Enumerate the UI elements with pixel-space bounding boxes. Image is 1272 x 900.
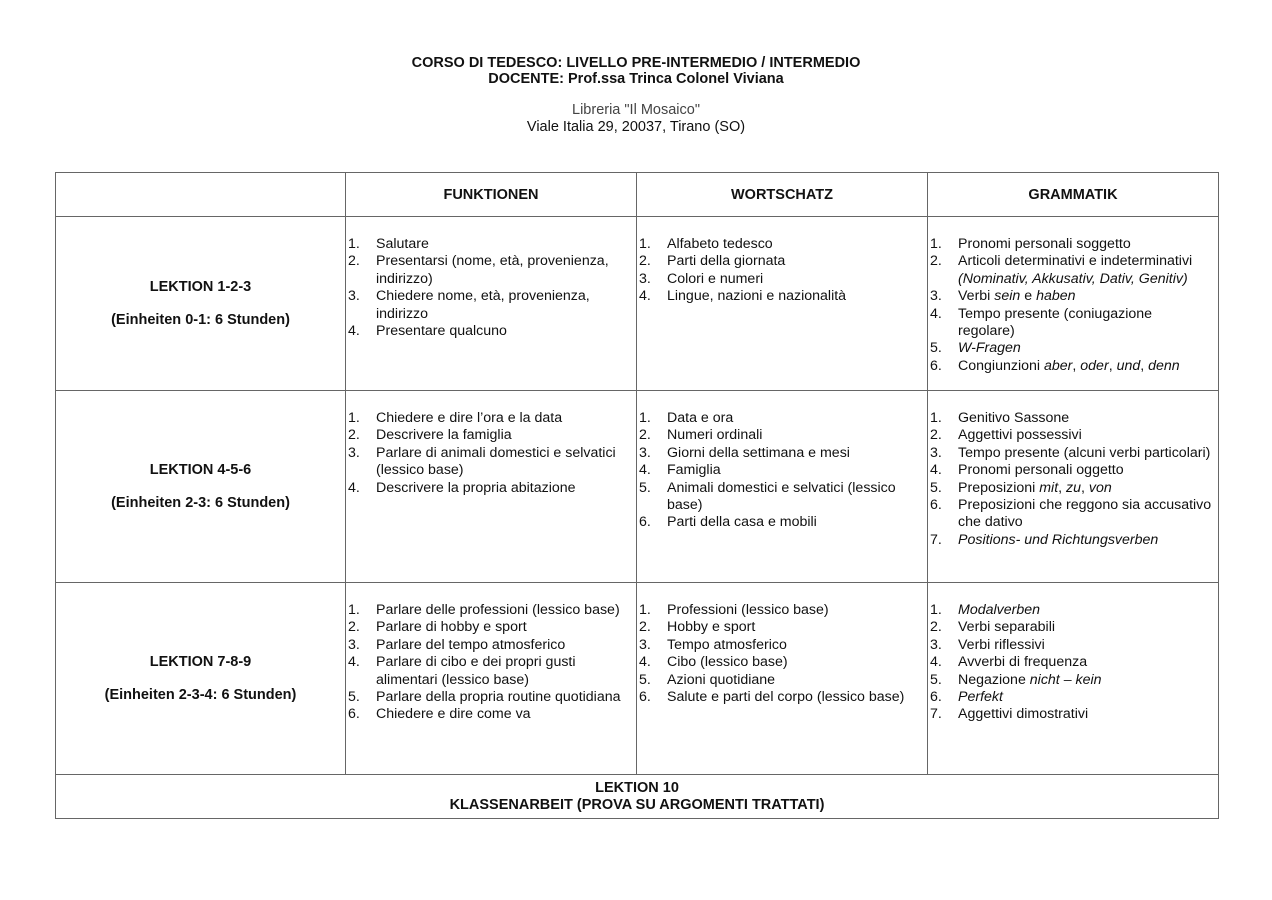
table-row — [56, 217, 1219, 391]
list-item: 4. Presentare qualcuno — [348, 323, 507, 340]
grammatik-cell — [928, 583, 1219, 775]
list-item: 6. Preposizioni che reggono sia accusativo che dativo — [930, 497, 1212, 531]
list-item: 1. Pronomi personali soggetto — [930, 236, 1131, 252]
venue-address: Viale Italia 29, 20037, Tirano (SO) — [526, 119, 746, 135]
venue-name: Libreria "Il Mosaico" — [572, 102, 700, 118]
lektion-title: LEKTION 4-5-6 — [149, 462, 252, 478]
grammatik-cell — [928, 217, 1219, 391]
list-item: 6. Perfekt — [930, 689, 1003, 706]
column-header-wortschatz: WORTSCHATZ — [637, 173, 928, 217]
course-title: CORSO DI TEDESCO: LIVELLO PRE-INTERMEDIO / INTERMEDIO — [411, 55, 861, 71]
list-item: 3. Parlare di animali domestici e selvatici (lessico base) — [348, 444, 616, 479]
list-item: 1. Salutare — [348, 236, 429, 252]
final-lektion-title: LEKTION 10 — [595, 779, 679, 796]
list-item: 3. Chiedere nome, età, provenienza, indirizzo — [348, 288, 590, 322]
column-header-funktionen: FUNKTIONEN — [346, 173, 637, 217]
funktionen-list — [346, 391, 636, 497]
wortschatz-cell — [637, 391, 928, 583]
list-item: 3. Verbi sein e haben — [930, 288, 1076, 305]
funktionen-cell — [346, 583, 637, 775]
lektion-cell — [56, 583, 346, 775]
list-item: 4. Pronomi personali oggetto — [930, 462, 1124, 479]
list-item: 3. Tempo atmosferico — [639, 636, 787, 653]
list-item: 6. Salute e parti del corpo (lessico base) — [639, 689, 905, 706]
funktionen-list — [346, 583, 636, 724]
wortschatz-list — [637, 391, 927, 532]
list-item: 3. Verbi riflessivi — [930, 636, 1045, 653]
list-item: 5. Animali domestici e selvatici (lessico base) — [639, 479, 896, 514]
list-item: 4. Avverbi di frequenza — [930, 654, 1088, 671]
list-item: 6. Parti della casa e mobili — [639, 514, 817, 531]
list-item: 2. Numeri ordinali — [639, 427, 763, 444]
einheiten-label: (Einheiten 2-3-4: 6 Stunden) — [104, 687, 297, 703]
list-item: 1. Professioni (lessico base) — [639, 602, 829, 618]
grammatik-list — [928, 583, 1218, 724]
einheiten-label: (Einheiten 2-3: 6 Stunden) — [111, 495, 290, 511]
wortschatz-list — [637, 217, 927, 306]
wortschatz-list — [637, 583, 927, 706]
wortschatz-cell — [637, 583, 928, 775]
lektion-cell — [56, 391, 346, 583]
list-item: 1. Parlare delle professioni (lessico base) — [348, 602, 620, 618]
list-item: 2. Hobby e sport — [639, 619, 756, 636]
table-row — [56, 391, 1219, 583]
table-row — [56, 583, 1219, 775]
list-item: 4. Famiglia — [639, 462, 721, 479]
list-item: 1. Chiedere e dire l’ora e la data — [348, 410, 563, 426]
syllabus-table — [55, 172, 1219, 819]
list-item: 2. Descrivere la famiglia — [348, 427, 512, 444]
table-header-row — [56, 173, 1219, 217]
list-item: 3. Tempo presente (alcuni verbi particolari) — [930, 444, 1211, 461]
funktionen-list — [346, 217, 636, 340]
list-item: 2. Aggettivi possessivi — [930, 427, 1082, 444]
list-item: 5. W-Fragen — [930, 340, 1021, 357]
column-header-grammatik: GRAMMATIK — [928, 173, 1219, 217]
list-item: 4. Tempo presente (coniugazione regolare) — [930, 305, 1153, 340]
list-item: 7. Positions- und Richtungsverben — [930, 531, 1159, 548]
list-item: 2. Presentarsi (nome, età, provenienza, indirizzo) — [348, 253, 609, 287]
list-item: 4. Descrivere la propria abitazione — [348, 479, 576, 496]
list-item: 1. Modalverben — [930, 602, 1041, 618]
list-item: 5. Parlare della propria routine quotidiana — [348, 689, 621, 706]
list-item: 4. Lingue, nazioni e nazionalità — [639, 288, 847, 305]
einheiten-label: (Einheiten 0-1: 6 Stunden) — [111, 312, 290, 328]
list-item: 2. Parlare di hobby e sport — [348, 619, 527, 636]
teacher-name: DOCENTE: Prof.ssa Trinca Colonel Viviana — [488, 71, 784, 87]
funktionen-cell — [346, 391, 637, 583]
list-item: 5. Azioni quotidiane — [639, 671, 776, 688]
final-lektion-cell — [56, 775, 1219, 819]
list-item: 4. Parlare di cibo e dei propri gusti alimentari (lessico base) — [348, 654, 576, 688]
grammatik-list — [928, 391, 1218, 549]
grammatik-list — [928, 217, 1218, 375]
list-item: 1. Data e ora — [639, 410, 734, 426]
document-header — [0, 55, 1272, 136]
wortschatz-cell — [637, 217, 928, 391]
klassenarbeit-label: KLASSENARBEIT (PROVA SU ARGOMENTI TRATTATI) — [449, 796, 825, 813]
lektion-title: LEKTION 1-2-3 — [149, 279, 252, 295]
lektion-title: LEKTION 7-8-9 — [149, 654, 252, 670]
list-item: 4. Cibo (lessico base) — [639, 654, 788, 671]
table-footer-row — [56, 775, 1219, 819]
venue-block — [0, 102, 1272, 136]
list-item: 3. Colori e numeri — [639, 270, 764, 287]
lektion-cell — [56, 217, 346, 391]
list-item: 2. Verbi separabili — [930, 619, 1056, 636]
column-header-empty — [56, 173, 346, 217]
funktionen-cell — [346, 217, 637, 391]
list-item: 6. Congiunzioni aber, oder, und, denn — [930, 357, 1180, 374]
list-item: 2. Parti della giornata — [639, 253, 786, 270]
list-item: 1. Alfabeto tedesco — [639, 236, 773, 252]
grammatik-cell — [928, 391, 1219, 583]
list-item: 7. Aggettivi dimostrativi — [930, 706, 1089, 723]
list-item: 6. Chiedere e dire come va — [348, 706, 531, 723]
list-item: 5. Negazione nicht – kein — [930, 671, 1102, 688]
list-item: 2. Articoli determinativi e indeterminativi (Nominativ, Akkusativ, Dativ, Genitiv) — [930, 253, 1193, 287]
list-item: 3. Parlare del tempo atmosferico — [348, 636, 566, 653]
list-item: 5. Preposizioni mit, zu, von — [930, 479, 1112, 496]
list-item: 1. Genitivo Sassone — [930, 410, 1070, 426]
list-item: 3. Giorni della settimana e mesi — [639, 444, 850, 461]
